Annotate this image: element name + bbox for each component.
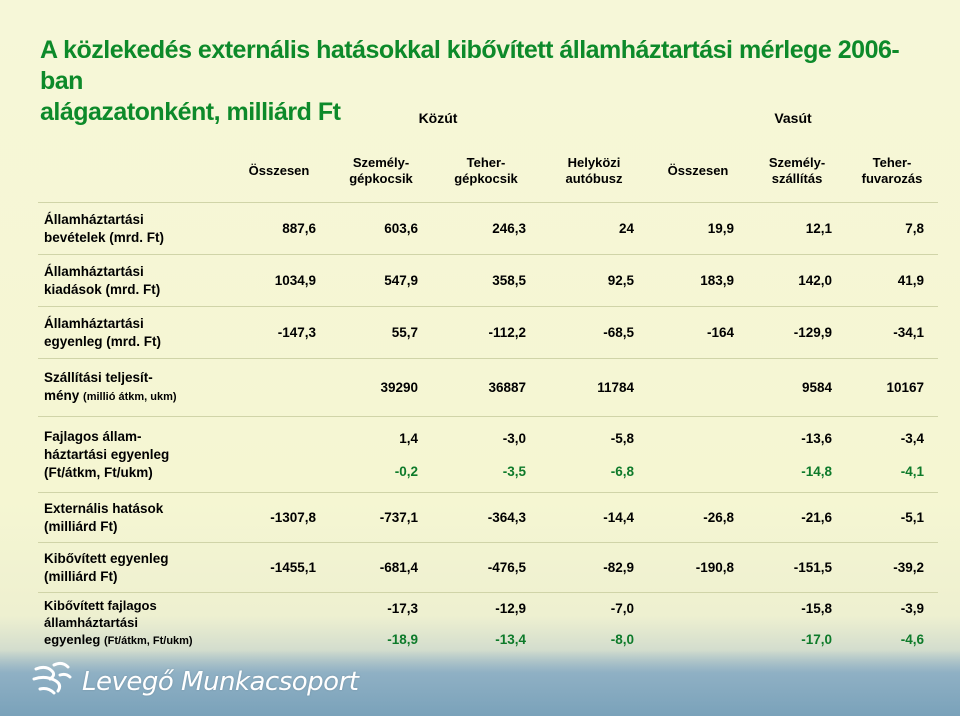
table-cell: -1307,8 (228, 493, 330, 543)
table-cell: -1455,1 (228, 543, 330, 593)
table-cell: -190,8 (648, 543, 748, 593)
group-header-row (38, 96, 938, 140)
table-cell: -7,0 -8,0 (540, 593, 648, 655)
col-header-road-cars: Személy- gépkocsik (349, 155, 413, 186)
table-cell: 246,3 (432, 203, 540, 255)
col-header-road-total: Összesen (248, 163, 310, 178)
row-label: Fajlagos állam- háztartási egyenleg (Ft/átkm, Ft/ukm) (38, 417, 228, 493)
table-cell: -364,3 (432, 493, 540, 543)
table-cell: -476,5 (432, 543, 540, 593)
table-cell: -3,9 -4,6 (846, 593, 938, 655)
table-cell: -147,3 (228, 307, 330, 359)
table-cell: 12,1 (748, 203, 846, 255)
title-line-2: alágazatonként, milliárd Ft (40, 98, 341, 126)
organization-logo (32, 659, 358, 704)
table-row (38, 307, 938, 359)
wind-swirl-icon (32, 659, 72, 704)
table-row (38, 359, 938, 417)
table-cell: 41,9 (846, 255, 938, 307)
table-cell: -3,0 -3,5 (432, 417, 540, 493)
table-cell: -17,3 -18,9 (330, 593, 432, 655)
table-cell: -164 (648, 307, 748, 359)
table-row (38, 417, 938, 493)
table-cell: -26,8 (648, 493, 748, 543)
table-cell: -112,2 (432, 307, 540, 359)
table-cell: -34,1 (846, 307, 938, 359)
col-header-rail-total: Összesen (667, 163, 729, 178)
col-header-rail-passenger: Személy- szállítás (768, 155, 826, 186)
group-header-rail: Vasút (774, 110, 812, 126)
group-header-road: Közút (418, 110, 458, 126)
logo-text: Levegő Munkacsoport (82, 666, 359, 697)
title-line-1: A közlekedés externális hatásokkal kibővített államháztartási mérlege 2006-ban (40, 36, 900, 95)
col-header-road-trucks: Teher- gépkocsik (454, 155, 518, 186)
table-cell: 10167 (846, 359, 938, 417)
table-cell: 19,9 (648, 203, 748, 255)
table-cell: -21,6 (748, 493, 846, 543)
table-cell: 887,6 (228, 203, 330, 255)
table-row (38, 493, 938, 543)
row-label: Kibővített egyenleg (milliárd Ft) (38, 543, 228, 593)
footer-band (0, 650, 960, 716)
row-label: Externális hatások (milliárd Ft) (38, 493, 228, 543)
row-label: Államháztartási egyenleg (mrd. Ft) (38, 307, 228, 359)
table-cell: 547,9 (330, 255, 432, 307)
table-cell: -82,9 (540, 543, 648, 593)
column-header-row (38, 140, 938, 203)
row-label: Szállítási teljesít- mény (millió átkm, ukm) (38, 359, 228, 417)
row-label: Államháztartási bevételek (mrd. Ft) (38, 203, 228, 255)
table-cell: 603,6 (330, 203, 432, 255)
table-cell: 92,5 (540, 255, 648, 307)
table-cell: 24 (540, 203, 648, 255)
table-cell: 55,7 (330, 307, 432, 359)
table-cell: 358,5 (432, 255, 540, 307)
table-cell: -15,8 -17,0 (748, 593, 846, 655)
table-cell: 11784 (540, 359, 648, 417)
table-cell (648, 359, 748, 417)
table-cell: -14,4 (540, 493, 648, 543)
table-cell (228, 593, 330, 655)
table-cell: 9584 (748, 359, 846, 417)
table-cell (228, 417, 330, 493)
table-cell: -5,8 -6,8 (540, 417, 648, 493)
table-cell: 7,8 (846, 203, 938, 255)
table-cell: 36887 (432, 359, 540, 417)
row-label: Kibővített fajlagos államháztartási egyenleg (Ft/átkm, Ft/ukm) (38, 593, 228, 655)
table-cell: -681,4 (330, 543, 432, 593)
table-cell: -737,1 (330, 493, 432, 543)
table-cell: 183,9 (648, 255, 748, 307)
table-cell (228, 359, 330, 417)
table-cell: 142,0 (748, 255, 846, 307)
table-cell: -13,6 -14,8 (748, 417, 846, 493)
table-cell: -5,1 (846, 493, 938, 543)
table-cell: -68,5 (540, 307, 648, 359)
table-row (38, 593, 938, 655)
table-cell: -3,4 -4,1 (846, 417, 938, 493)
table-row (38, 543, 938, 593)
table-cell: 39290 (330, 359, 432, 417)
table-row (38, 255, 938, 307)
row-label: Államháztartási kiadások (mrd. Ft) (38, 255, 228, 307)
table-cell: -39,2 (846, 543, 938, 593)
table-cell: -151,5 (748, 543, 846, 593)
table-cell: -129,9 (748, 307, 846, 359)
col-header-rail-freight: Teher- fuvarozás (861, 155, 923, 186)
table-row (38, 203, 938, 255)
table-cell: 1,4 -0,2 (330, 417, 432, 493)
col-header-road-bus: Helyközi autóbusz (565, 155, 623, 186)
table-cell (648, 417, 748, 493)
table-cell: 1034,9 (228, 255, 330, 307)
table-cell: -12,9 -13,4 (432, 593, 540, 655)
table-cell (648, 593, 748, 655)
balance-table (38, 96, 938, 655)
